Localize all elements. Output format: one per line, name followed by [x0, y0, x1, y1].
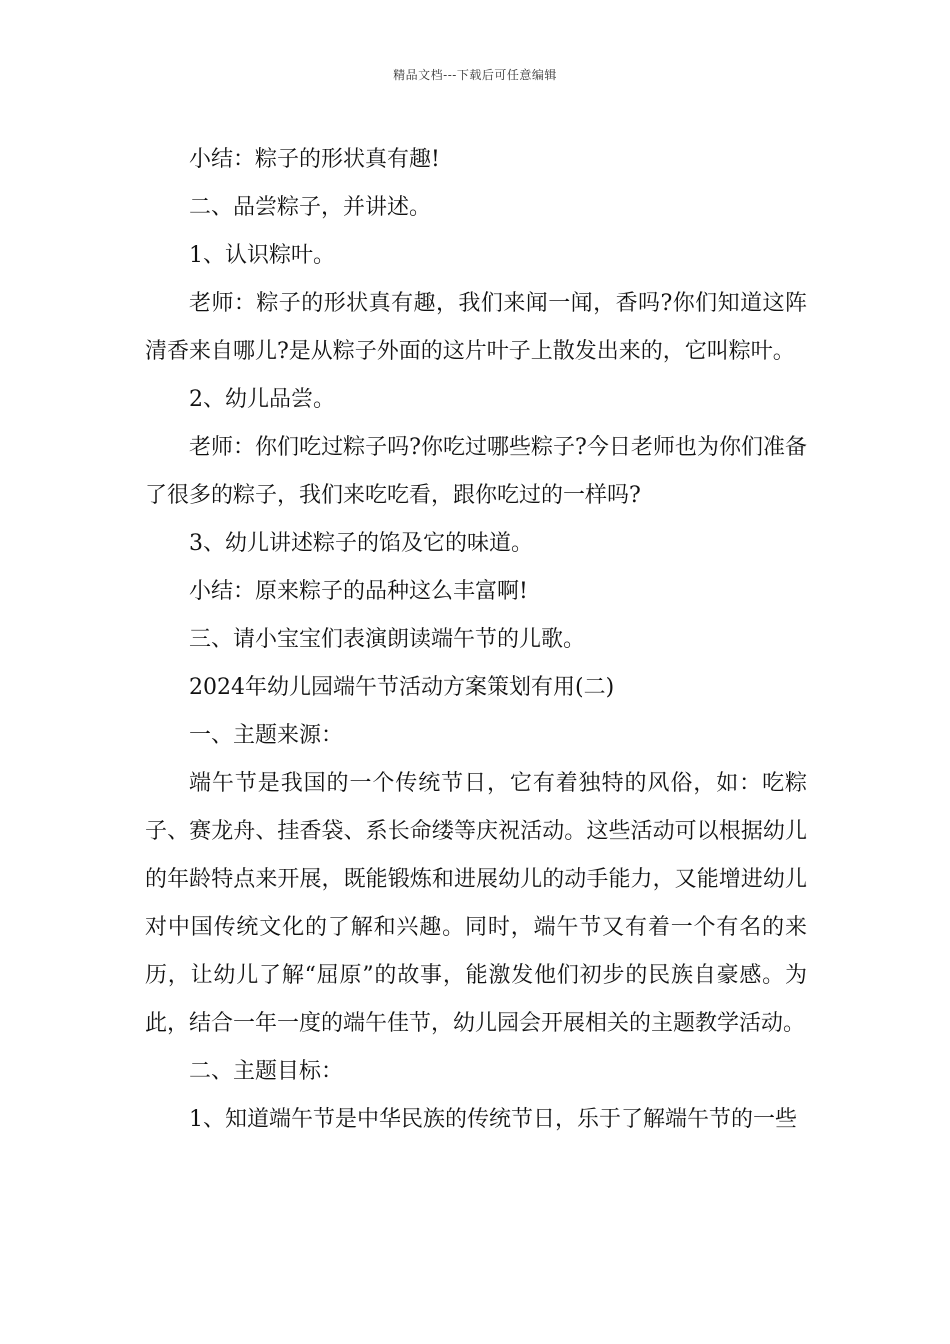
teacher-taste: 老师：你们吃过粽子吗?你吃过哪些粽子?今日老师也为你们准备了很多的粽子，我们来吃吃看，跟你吃过的一样吗?	[145, 435, 807, 508]
section-taste: 二、品尝粽子，并讲述。	[189, 195, 432, 220]
goal-item-1: 1、知道端午节是中华民族的传统节日，乐于了解端午节的一些	[189, 1107, 797, 1132]
step-taste: 2、幼儿品尝。	[189, 387, 335, 412]
theme-source-body: 端午节是我国的一个传统节日，它有着独特的风俗，如：吃粽子、赛龙舟、挂香袋、系长命缕等庆祝活动。这些活动可以根据幼儿的年龄特点来开展，既能锻炼和进展幼儿的动手能力，又能增进幼儿对中国传统文化的了解和兴趣。同时，端午节又有着一个有名的来历，让幼儿了解“屈原”的故事，能激发他们初步的民族自豪感。为此，结合一年一度的端午佳节，幼儿园会开展相关的主题教学活动。	[145, 771, 807, 1036]
step-describe: 3、幼儿讲述粽子的馅及它的味道。	[189, 531, 533, 556]
page-header: 精品文档---下载后可任意编辑	[393, 68, 557, 82]
document-body	[145, 136, 807, 1144]
section-perform: 三、请小宝宝们表演朗读端午节的儿歌。	[189, 627, 586, 652]
teacher-smell: 老师：粽子的形状真有趣，我们来闻一闻，香吗?你们知道这阵清香来自哪儿?是从粽子外面的这片叶子上散发出来的，它叫粽叶。	[145, 291, 807, 364]
section-theme-goal: 二、主题目标：	[189, 1059, 344, 1084]
summary-shape: 小结：粽子的形状真有趣!	[189, 147, 440, 172]
section-theme-source: 一、主题来源：	[189, 723, 344, 748]
step-know-leaf: 1、认识粽叶。	[189, 243, 335, 268]
plan-title: 2024年幼儿园端午节活动方案策划有用(二)	[189, 675, 615, 700]
summary-variety: 小结：原来粽子的品种这么丰富啊!	[189, 579, 528, 604]
